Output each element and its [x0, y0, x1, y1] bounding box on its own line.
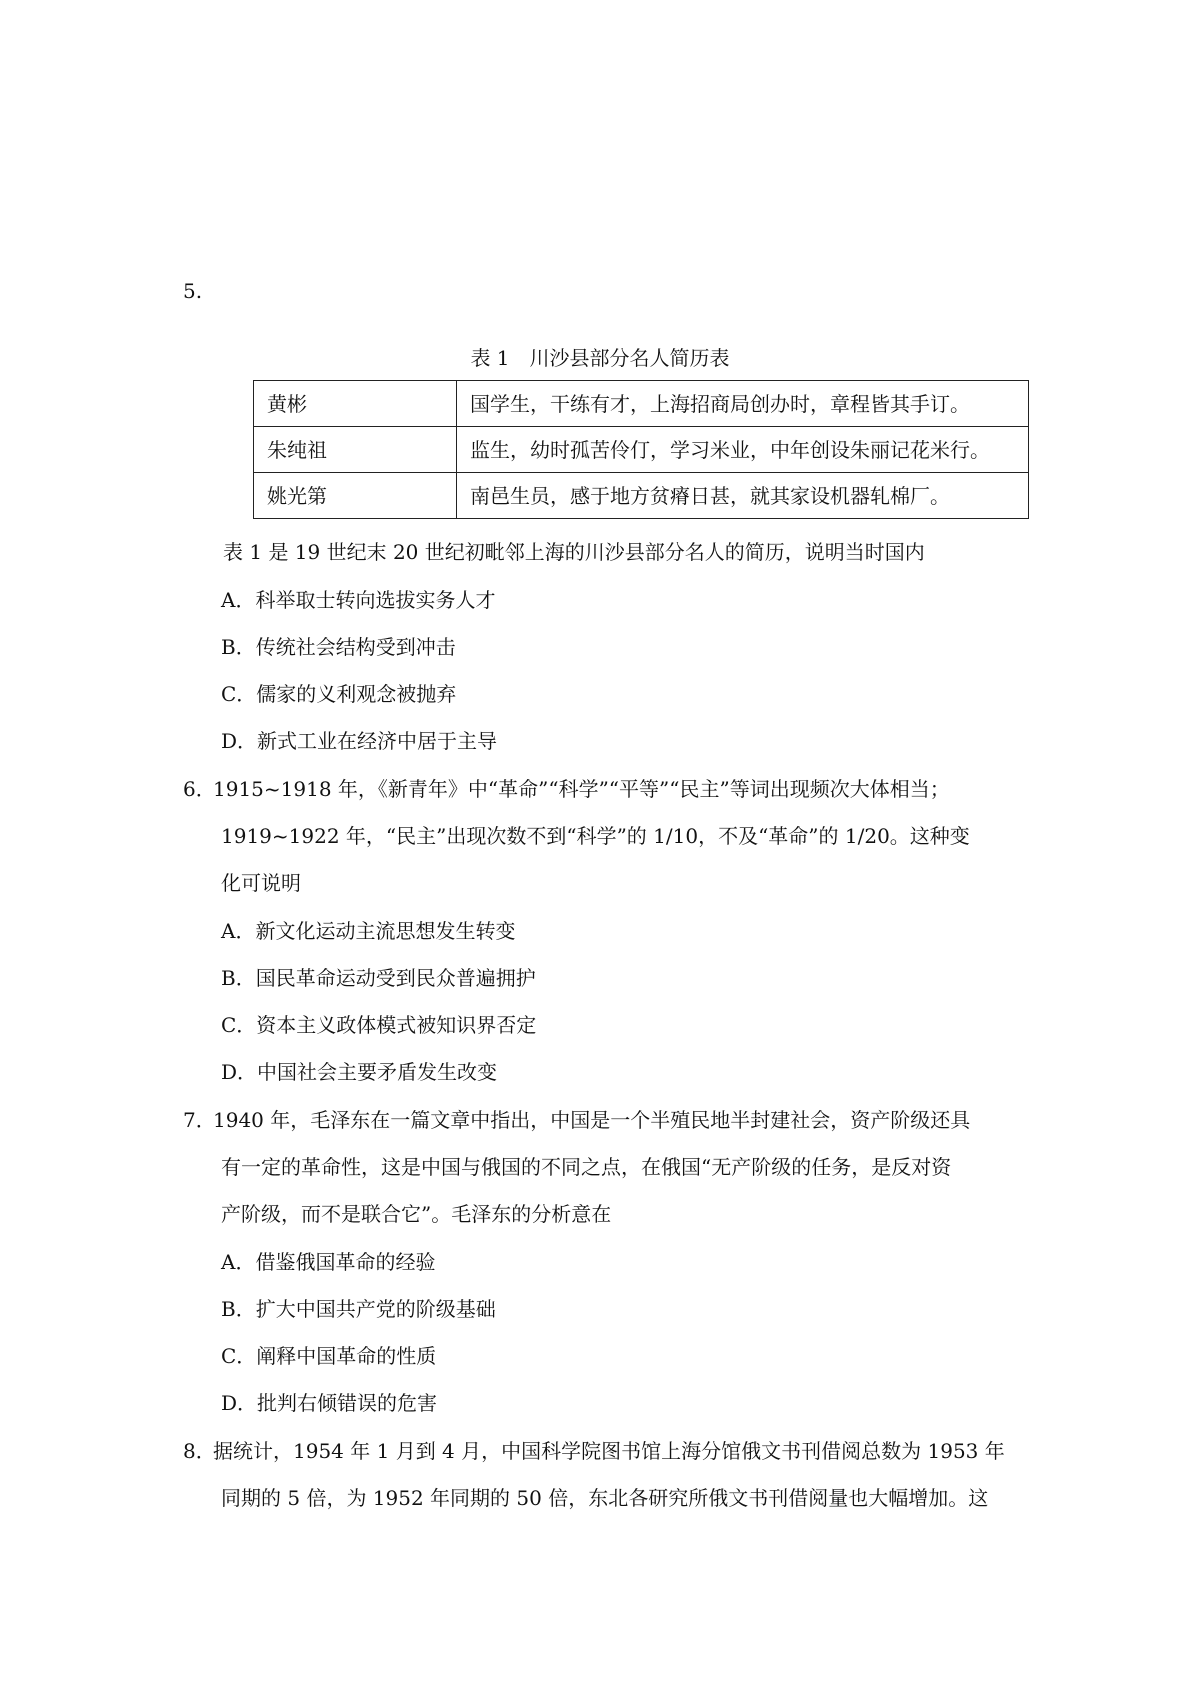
question-6-line-3: 化可说明	[221, 871, 301, 895]
question-7-line-1: 1940 年，毛泽东在一篇文章中指出，中国是一个半殖民地半封建社会，资产阶级还具	[213, 1108, 971, 1132]
question-8-line-1: 据统计，1954 年 1 月到 4 月，中国科学院图书馆上海分馆俄文书刊借阅总数为 1953 年	[213, 1439, 1005, 1463]
question-7-option-d: D．批判右倾错误的危害	[221, 1391, 438, 1415]
question-7-number: 7．	[183, 1108, 216, 1132]
question-6-number: 6．	[183, 777, 216, 801]
table-cell-name: 朱纯祖	[254, 427, 457, 473]
table-row	[254, 427, 1029, 473]
table-cell-name: 黄彬	[254, 381, 457, 427]
question-7-option-a: A．借鉴俄国革命的经验	[221, 1250, 436, 1274]
question-5-option-b: B．传统社会结构受到冲击	[221, 635, 456, 659]
question-5-option-d: D．新式工业在经济中居于主导	[221, 729, 498, 753]
question-7-option-b: B．扩大中国共产党的阶级基础	[221, 1297, 496, 1321]
table-caption: 表 1 川沙县部分名人简历表	[470, 346, 730, 370]
table-cell-bio: 国学生，干练有才，上海招商局创办时，章程皆其手订。	[457, 381, 1029, 427]
question-6-line-1: 1915~1918 年，《新青年》中“革命”“科学”“平等”“民主”等词出现频次大体相当；	[213, 777, 950, 801]
question-5-number: 5.	[183, 279, 203, 303]
question-7-option-c: C．阐释中国革命的性质	[221, 1344, 437, 1368]
question-5-stem: 表 1 是 19 世纪末 20 世纪初毗邻上海的川沙县部分名人的简历，说明当时国内	[223, 540, 925, 564]
question-7-line-2: 有一定的革命性，这是中国与俄国的不同之点，在俄国“无产阶级的任务，是反对资	[221, 1155, 952, 1179]
question-6-option-c: C．资本主义政体模式被知识界否定	[221, 1013, 537, 1037]
table-row	[254, 473, 1029, 519]
question-6-line-2: 1919~1922 年，“民主”出现次数不到“科学”的 1/10，不及“革命”的 1/20。这种变	[221, 824, 970, 848]
table-row	[254, 381, 1029, 427]
table-cell-bio: 南邑生员，感于地方贫瘠日甚，就其家设机器轧棉厂。	[457, 473, 1029, 519]
question-7-line-3: 产阶级，而不是联合它”。毛泽东的分析意在	[221, 1202, 612, 1226]
table-cell-name: 姚光第	[254, 473, 457, 519]
question-6-option-d: D．中国社会主要矛盾发生改变	[221, 1060, 498, 1084]
question-5-option-a: A．科举取士转向选拔实务人才	[221, 588, 496, 612]
question-6-option-a: A．新文化运动主流思想发生转变	[221, 919, 516, 943]
question-6-option-b: B．国民革命运动受到民众普遍拥护	[221, 966, 536, 990]
question-8-line-2: 同期的 5 倍，为 1952 年同期的 50 倍，东北各研究所俄文书刊借阅量也大幅增加。这	[221, 1486, 989, 1510]
question-5-option-c: C．儒家的义利观念被抛弃	[221, 682, 457, 706]
question-8-number: 8．	[183, 1439, 216, 1463]
bio-table	[253, 380, 1029, 519]
table-cell-bio: 监生，幼时孤苦伶仃，学习米业，中年创设朱丽记花米行。	[457, 427, 1029, 473]
